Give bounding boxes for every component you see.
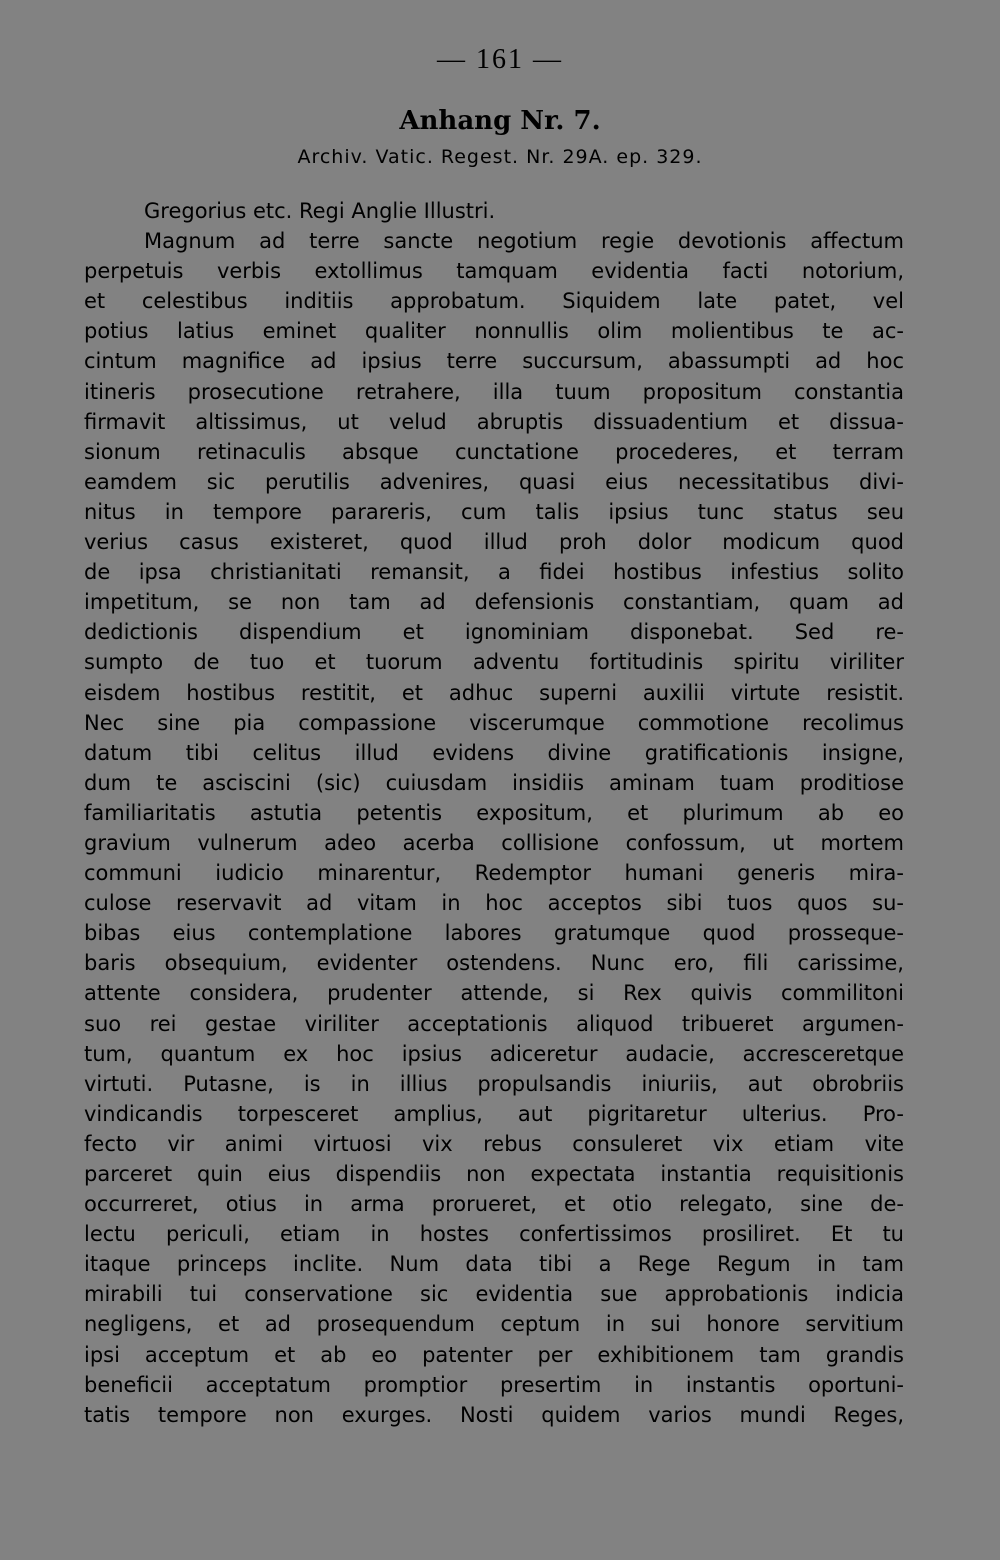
text-line: dedictionis dispendium et ignominiam disponebat. Sed re- (84, 620, 904, 645)
text-line: sumpto de tuo et tuorum adventu fortitudinis spiritu viriliter (84, 650, 904, 675)
text-line: eamdem sic perutilis advenires, quasi eius necessitatibus divi- (84, 469, 904, 494)
text-line: occurreret, otius in arma prorueret, et otio relegato, sine de- (84, 1192, 904, 1217)
text-line: tatis tempore non exurges. Nosti quidem varios mundi Reges, (84, 1402, 904, 1427)
text-line: dum te asciscini (sic) cuiusdam insidiis aminam tuam proditiose (84, 770, 904, 795)
text-line: negligens, et ad prosequendum ceptum in sui honore servitium (84, 1312, 904, 1337)
text-line: bibas eius contemplatione labores gratumque quod prosseque- (84, 921, 904, 946)
text-line: itaque princeps inclite. Num data tibi a Rege Regum in tam (84, 1252, 904, 1277)
text-line: eisdem hostibus restitit, et adhuc superni auxilii virtute resistit. (84, 680, 904, 705)
text-line: cintum magnifice ad ipsius terre succursum, abassumpti ad hoc (84, 349, 904, 374)
text-line: Magnum ad terre sancte negotium regie devotionis affectum (144, 229, 904, 254)
text-line: itineris prosecutione retrahere, illa tuum propositum constantia (84, 379, 904, 404)
text-line: de ipsa christianitati remansit, a fidei hostibus infestius solito (84, 560, 904, 585)
text-line: vindicandis torpesceret amplius, aut pigritaretur ulterius. Pro- (84, 1101, 904, 1126)
appendix-heading: Anhang Nr. 7. (399, 106, 601, 136)
text-line: perpetuis verbis extollimus tamquam evidentia facti notorium, (84, 259, 904, 284)
source-reference: Archiv. Vatic. Regest. Nr. 29A. ep. 329. (297, 146, 703, 168)
text-line: communi iudicio minarentur, Redemptor humani generis mira- (84, 861, 904, 886)
text-line: familiaritatis astutia petentis expositum, et plurimum ab eo (84, 800, 904, 825)
text-line: Gregorius etc. Regi Anglie Illustri. (144, 199, 496, 223)
text-line: ipsi acceptum et ab eo patenter per exhibitionem tam grandis (84, 1342, 904, 1367)
text-line: parceret quin eius dispendiis non expectata instantia requisitionis (84, 1162, 904, 1186)
text-line: et celestibus inditiis approbatum. Siquidem late patet, vel (84, 289, 904, 314)
text-line: lectu periculi, etiam in hostes confertissimos prosiliret. Et tu (84, 1222, 904, 1247)
text-line: beneficii acceptatum promptior presertim in instantis oportuni- (84, 1372, 904, 1397)
text-line: attente considera, prudenter attende, si Rex quivis commilitoni (84, 981, 904, 1006)
letter-text (84, 196, 904, 1430)
text-line: baris obsequium, evidenter ostendens. Nunc ero, fili carissime, (84, 951, 904, 976)
text-line: gravium vulnerum adeo acerba collisione confossum, ut mortem (84, 830, 904, 855)
text-line: impetitum, se non tam ad defensionis constantiam, quam ad (84, 590, 904, 615)
text-line: sionum retinaculis absque cunctatione procederes, et terram (84, 439, 904, 464)
page-number: — 161 — (437, 44, 563, 75)
text-line: nitus in tempore parareris, cum talis ipsius tunc status seu (84, 499, 904, 524)
text-line: Nec sine pia compassione viscerumque commotione recolimus (84, 710, 904, 735)
text-line: verius casus existeret, quod illud proh dolor modicum quod (84, 530, 904, 555)
text-line: tum, quantum ex hoc ipsius adiceretur audacie, accresceretque (84, 1041, 904, 1066)
text-line: firmavit altissimus, ut velud abruptis dissuadentium et dissua- (84, 409, 904, 434)
text-line: virtuti. Putasne, is in illius propulsandis iniuriis, aut obrobriis (84, 1071, 904, 1096)
text-line: mirabili tui conservatione sic evidentia sue approbationis indicia (84, 1282, 904, 1307)
text-line: culose reservavit ad vitam in hoc acceptos sibi tuos quos su- (84, 891, 904, 916)
text-line: potius latius eminet qualiter nonnullis olim molientibus te ac- (84, 319, 904, 344)
text-line: datum tibi celitus illud evidens divine gratificationis insigne, (84, 740, 904, 765)
text-line: fecto vir animi virtuosi vix rebus consuleret vix etiam vite (84, 1131, 904, 1156)
text-line: suo rei gestae viriliter acceptationis aliquod tribueret argumen- (84, 1011, 904, 1036)
